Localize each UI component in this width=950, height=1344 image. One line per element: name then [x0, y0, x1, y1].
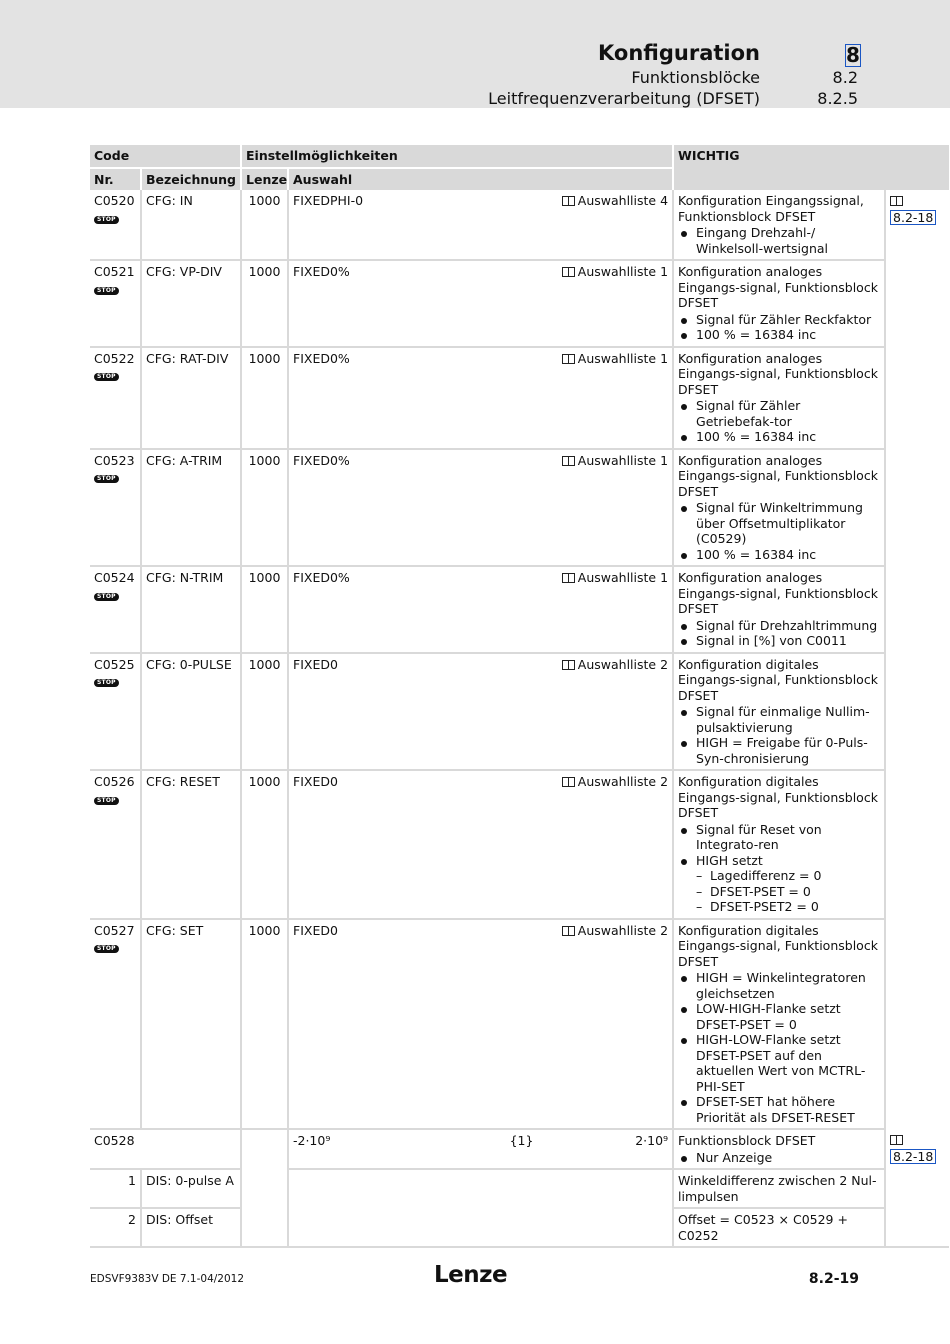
auswahl-value: FIXED0% [293, 452, 350, 468]
auswahlliste-link[interactable]: Auswahlliste 4 [577, 193, 669, 208]
table-row [90, 653, 949, 771]
bezeichnung-cell: DIS: Offset [141, 1208, 241, 1247]
table-row [90, 347, 949, 449]
bezeichnung-cell: CFG: SET [141, 919, 241, 1130]
book-icon [562, 660, 575, 670]
table-row [90, 770, 949, 919]
list-item: Signal für Winkeltrimmung über Offsetmultiplikator (C0529) [678, 500, 880, 547]
wichtig-text: Konfiguration digitales Eingangs-signal, Funktionsblock DFSET [678, 656, 878, 703]
auswahlliste-link[interactable]: Auswahlliste 1 [577, 570, 669, 585]
code-cell: C0525 [94, 656, 135, 672]
auswahlliste-link[interactable]: Auswahlliste 1 [577, 264, 669, 279]
list-item: HIGH-LOW-Flanke setzt DFSET-PSET auf den aktuellen Wert von MCTRL-PHI-SET [678, 1032, 880, 1094]
book-icon [562, 777, 575, 787]
wichtig-text: Konfiguration analoges Eingangs-signal, Funktionsblock DFSET [678, 350, 878, 397]
code-cell: C0520 [94, 193, 135, 208]
chapter-number[interactable]: 8 [846, 43, 860, 67]
stop-icon: STOP [94, 593, 119, 601]
section-title: Funktionsblöcke [631, 68, 760, 87]
range-min: -2·10⁹ [288, 1129, 461, 1169]
lenze-cell: 1000 [241, 449, 288, 567]
lenze-logo: Lenze [434, 1262, 508, 1288]
code-cell: C0523 [94, 452, 135, 468]
col-header-wichtig: WICHTIG [673, 145, 949, 190]
range-max: 2·10⁹ [582, 1129, 673, 1169]
auswahl-value: FIXED0% [293, 264, 350, 279]
lenze-cell: 1000 [241, 566, 288, 653]
page-ref-link[interactable]: 8.2-18 [890, 1149, 936, 1164]
stop-icon: STOP [94, 679, 119, 687]
table-row [90, 190, 949, 260]
auswahl-empty [288, 1169, 673, 1247]
table-row [90, 1169, 949, 1208]
table-row [90, 449, 949, 567]
code-cell: C0522 [94, 350, 135, 366]
section-number: 8.2 [832, 68, 858, 87]
list-item: Signal für Drehzahltrimmung [678, 618, 880, 634]
auswahl-value: FIXED0% [293, 350, 350, 366]
subcode-nr: 2 [90, 1208, 141, 1247]
sub-list-item: – Lagedifferenz = 0 [696, 868, 880, 884]
list-item: Signal für Zähler Reckfaktor [678, 312, 880, 328]
stop-icon: STOP [94, 797, 119, 805]
bezeichnung-cell: CFG: IN [141, 190, 241, 260]
auswahl-value: FIXED0 [293, 922, 338, 938]
lenze-cell [241, 1129, 288, 1247]
auswahl-value: FIXED0 [293, 774, 338, 789]
bezeichnung-cell: CFG: A-TRIM [141, 449, 241, 567]
list-item: 100 % = 16384 inc [678, 547, 880, 563]
wichtig-text: Offset = C0523 × C0529 + C0252 [673, 1208, 885, 1247]
wichtig-text: Konfiguration digitales Eingangs-signal, Funktionsblock DFSET [678, 922, 878, 969]
book-icon [562, 456, 575, 466]
list-item: LOW-HIGH-Flanke setzt DFSET-PSET = 0 [678, 1001, 880, 1032]
col-header-lenze: Lenze [241, 168, 288, 191]
page-title: Konfiguration [598, 41, 760, 65]
col-header-code: Code [90, 145, 241, 168]
book-icon [562, 354, 575, 364]
subsection-title: Leitfrequenzverarbeitung (DFSET) [488, 89, 760, 108]
lenze-cell: 1000 [241, 653, 288, 771]
bezeichnung-cell: CFG: RESET [141, 770, 241, 919]
stop-icon: STOP [94, 373, 119, 381]
sub-list-item: – DFSET-PSET2 = 0 [696, 899, 880, 915]
code-cell: C0526 [94, 774, 135, 789]
page-ref-link[interactable]: 8.2-18 [890, 210, 936, 225]
list-item: Nur Anzeige [678, 1150, 880, 1166]
auswahl-value: FIXED0 [293, 656, 338, 672]
book-icon [562, 196, 575, 206]
auswahl-value: FIXEDPHI-0 [293, 193, 364, 208]
list-item: Signal für Reset von Integrato-ren [678, 822, 880, 853]
code-cell: C0524 [94, 570, 135, 585]
table-row [90, 566, 949, 653]
wichtig-text: Konfiguration analoges Eingangs-signal, Funktionsblock DFSET [678, 570, 878, 616]
lenze-cell: 1000 [241, 770, 288, 919]
wichtig-text: Konfiguration analoges Eingangs-signal, Funktionsblock DFSET [678, 452, 878, 499]
stop-icon: STOP [94, 287, 119, 295]
lenze-cell: 1000 [241, 919, 288, 1130]
page-number: 8.2-19 [808, 1271, 859, 1287]
stop-icon: STOP [94, 216, 119, 224]
book-icon [890, 1135, 903, 1145]
bezeichnung-cell: DIS: 0-pulse A [141, 1169, 241, 1208]
sub-list-item: – DFSET-PSET = 0 [696, 884, 880, 900]
auswahlliste-link[interactable]: Auswahlliste 1 [577, 452, 669, 468]
list-item: DFSET-SET hat höhere Priorität als DFSET-RESET [678, 1094, 880, 1125]
subsection-number: 8.2.5 [817, 89, 858, 108]
code-cell: C0528 [90, 1129, 241, 1169]
list-item: Signal für Zähler Getriebefak-tor [678, 398, 880, 429]
book-icon [562, 926, 575, 936]
col-header-auswahl: Auswahl [288, 168, 673, 191]
lenze-cell: 1000 [241, 190, 288, 260]
range-step: {1} [461, 1129, 582, 1169]
list-item: 100 % = 16384 inc [678, 327, 880, 343]
list-item: Signal für einmalige Nullim-pulsaktivierung [678, 704, 880, 735]
list-item: 100 % = 16384 inc [678, 429, 880, 445]
subcode-nr: 1 [90, 1169, 141, 1208]
wichtig-text: Funktionsblock DFSET [678, 1133, 816, 1148]
col-header-nr: Nr. [90, 168, 141, 191]
col-header-einstell: Einstellmöglichkeiten [241, 145, 673, 168]
document-id: EDSVF9383V DE 7.1-04/2012 [90, 1273, 245, 1285]
wichtig-text: Winkeldifferenz zwischen 2 Nul-limpulsen [673, 1169, 885, 1208]
bezeichnung-cell: CFG: VP-DIV [141, 260, 241, 347]
list-item: Signal in [%] von C0011 [678, 633, 880, 649]
wichtig-text: Konfiguration analoges Eingangs-signal, Funktionsblock DFSET [678, 264, 878, 310]
list-item: Eingang Drehzahl-/ Winkelsoll-wertsignal [678, 225, 880, 256]
code-cell: C0527 [94, 922, 135, 938]
auswahlliste-link[interactable]: Auswahlliste 2 [577, 774, 669, 789]
table-row [90, 1129, 949, 1169]
table-row [90, 919, 949, 1130]
book-icon [562, 267, 575, 277]
list-item: HIGH = Winkelintegratoren gleichsetzen [678, 970, 880, 1001]
wichtig-text: Konfiguration digitales Eingangs-signal, Funktionsblock DFSET [678, 774, 878, 820]
stop-icon: STOP [94, 945, 119, 953]
lenze-cell: 1000 [241, 260, 288, 347]
stop-icon: STOP [94, 475, 119, 483]
auswahlliste-link[interactable]: Auswahlliste 1 [577, 350, 669, 366]
bezeichnung-cell: CFG: N-TRIM [141, 566, 241, 653]
bezeichnung-cell: CFG: RAT-DIV [141, 347, 241, 449]
lenze-cell: 1000 [241, 347, 288, 449]
auswahl-value: FIXED0% [293, 570, 350, 585]
book-icon [562, 573, 575, 583]
code-cell: C0521 [94, 264, 135, 279]
auswahlliste-link[interactable]: Auswahlliste 2 [577, 656, 669, 672]
auswahlliste-link[interactable]: Auswahlliste 2 [577, 922, 669, 938]
parameter-table [90, 145, 949, 1248]
bezeichnung-cell: CFG: 0-PULSE [141, 653, 241, 771]
list-item [678, 853, 880, 915]
list-item: HIGH = Freigabe für 0-Puls-Syn-chronisierung [678, 735, 880, 766]
wichtig-text: Konfiguration Eingangssignal, Funktionsblock DFSET [678, 193, 864, 224]
book-icon [890, 196, 903, 206]
col-header-bez: Bezeichnung [141, 168, 241, 191]
table-row [90, 260, 949, 347]
list-item-text: HIGH setzt [696, 852, 763, 868]
